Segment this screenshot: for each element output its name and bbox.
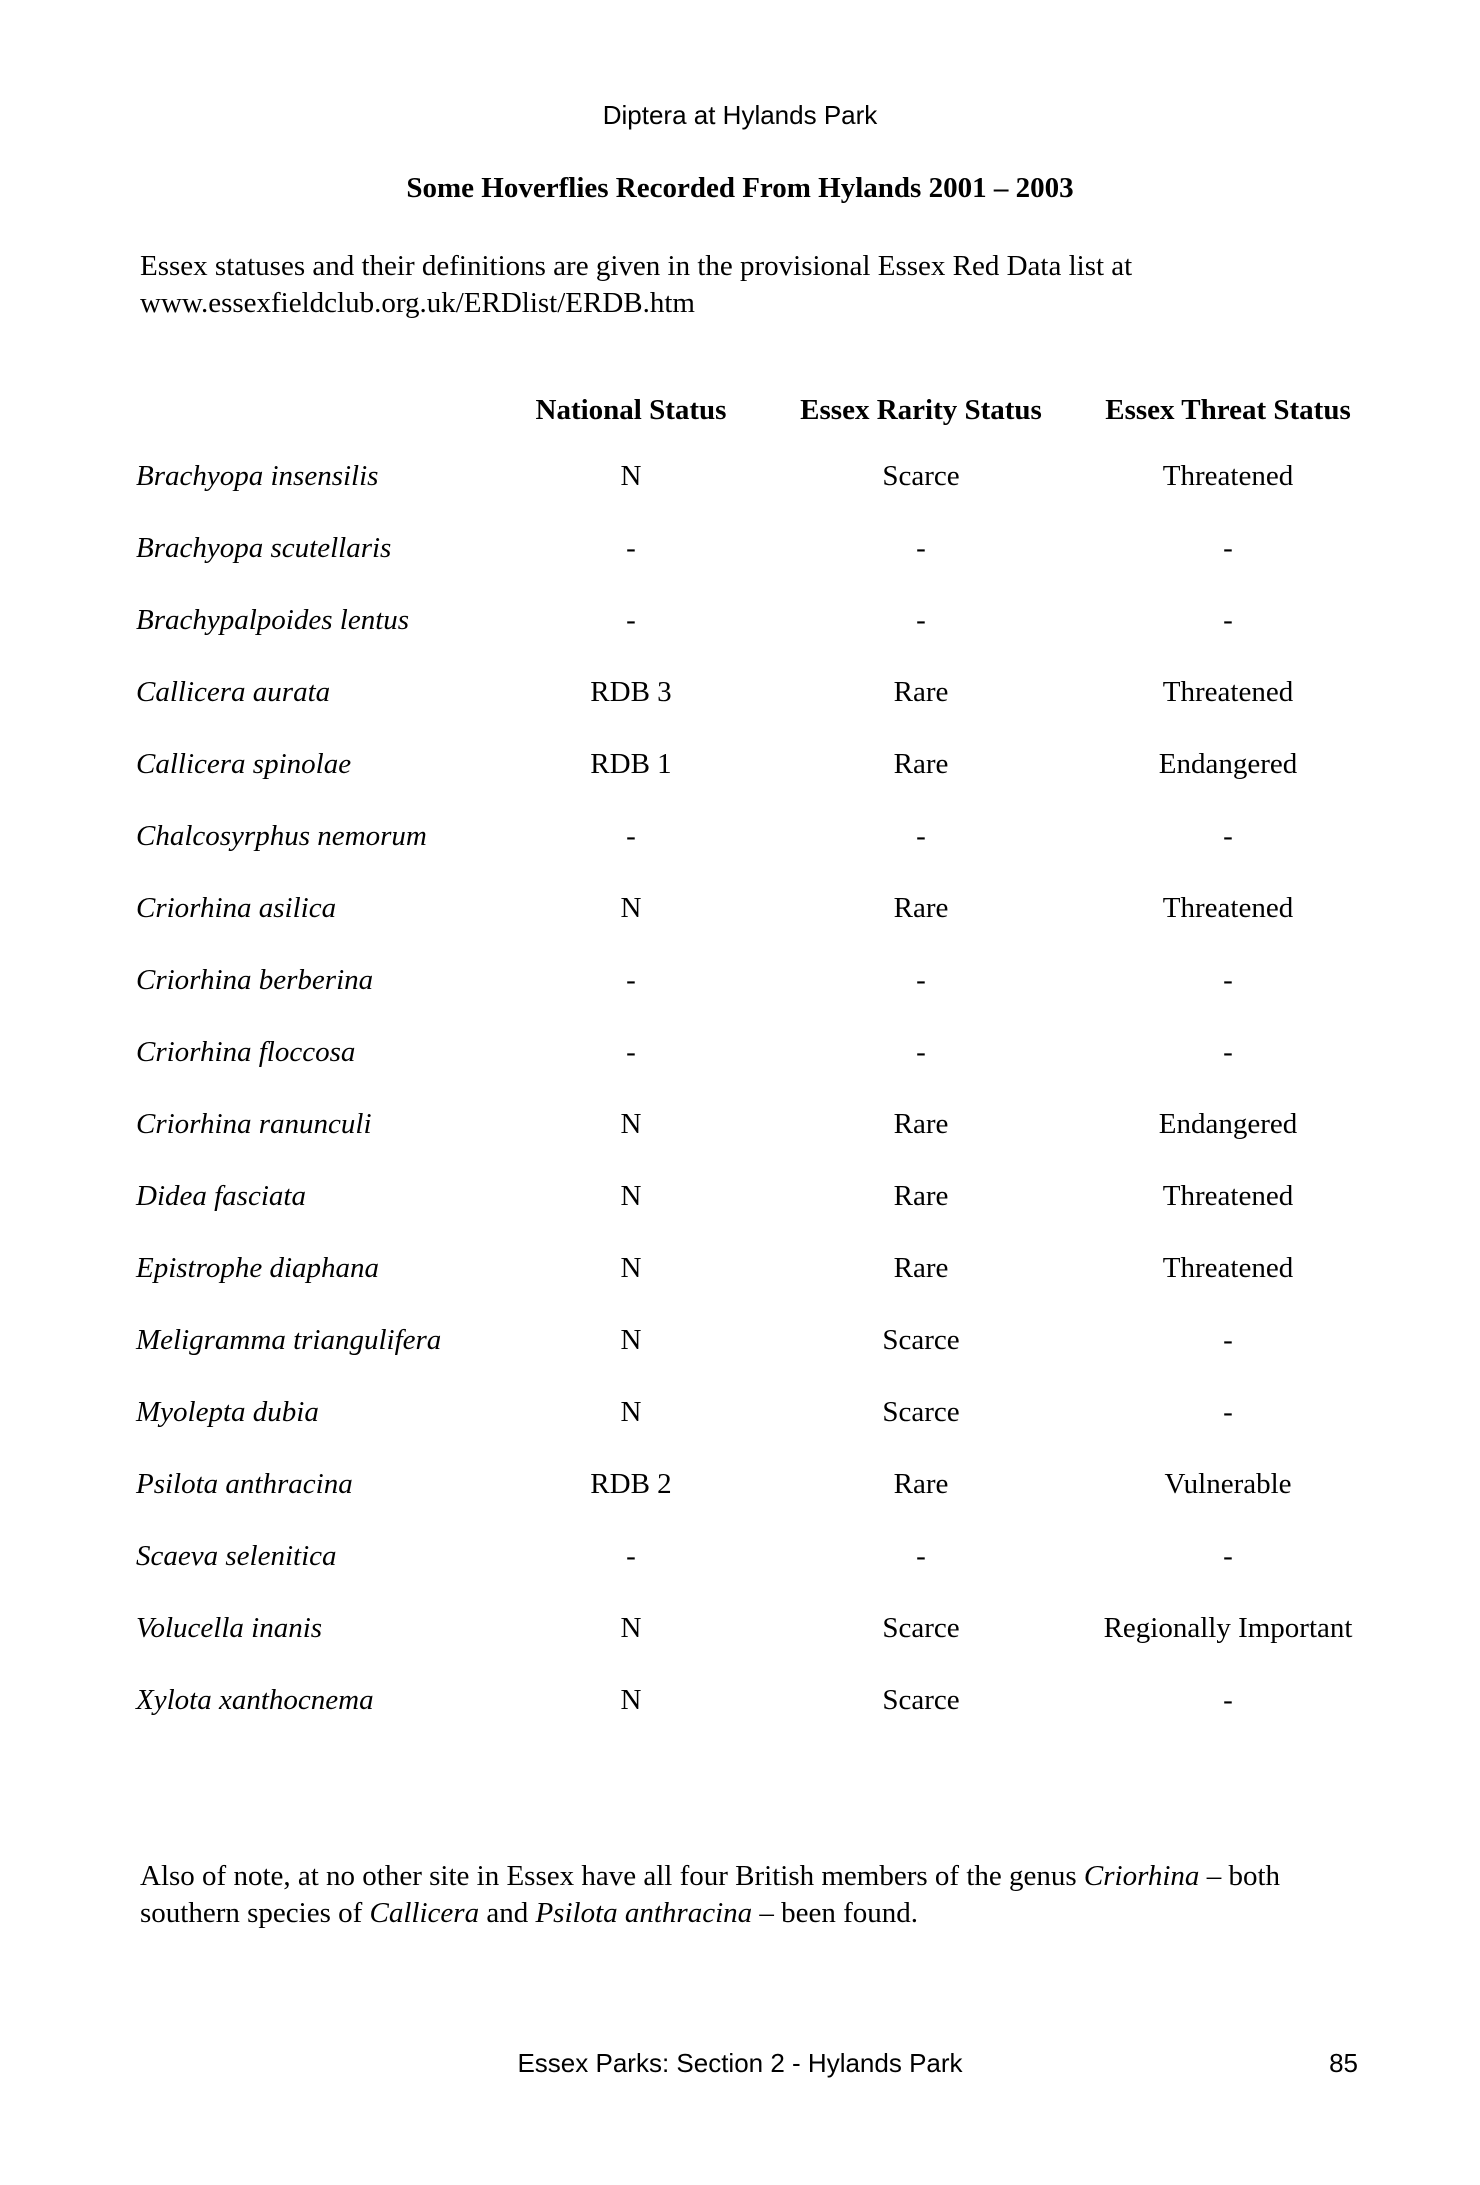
essex-threat-status-cell: Threatened [1162, 1251, 1294, 1284]
essex-threat-status-cell: Threatened [1162, 891, 1294, 924]
note-paragraph [140, 1858, 1380, 1932]
table-row [136, 440, 1380, 512]
national-status-cell: N [620, 1179, 642, 1212]
species-name-cell: Epistrophe diaphana [136, 1251, 380, 1284]
essex-rarity-status-cell: - [916, 603, 926, 636]
species-name-cell: Brachyopa scutellaris [136, 531, 392, 564]
species-name-cell: Xylota xanthocnema [136, 1683, 374, 1716]
essex-rarity-status-cell: - [916, 531, 926, 564]
table-row [136, 872, 1380, 944]
column-header-national-status: National Status [535, 393, 727, 426]
essex-rarity-status-cell: Rare [893, 675, 949, 708]
essex-threat-status-cell: Regionally Important [1103, 1611, 1353, 1644]
national-status-cell: - [626, 1539, 636, 1572]
national-status-cell: - [626, 603, 636, 636]
table-row [136, 728, 1380, 800]
essex-threat-status-cell: Threatened [1162, 1179, 1294, 1212]
national-status-cell: - [626, 819, 636, 852]
species-name-cell: Criorhina berberina [136, 963, 374, 996]
essex-rarity-status-cell: Scarce [882, 1611, 960, 1644]
national-status-cell: RDB 2 [590, 1467, 672, 1500]
species-name-cell: Myolepta dubia [136, 1395, 319, 1428]
essex-rarity-status-cell: - [916, 963, 926, 996]
essex-rarity-status-cell: Scarce [882, 1323, 960, 1356]
national-status-cell: N [620, 1323, 642, 1356]
species-name-cell: Didea fasciata [136, 1179, 306, 1212]
essex-threat-status-cell: - [1223, 531, 1233, 564]
national-status-cell: RDB 3 [590, 675, 672, 708]
national-status-cell: N [620, 1683, 642, 1716]
note-text: and [479, 1897, 536, 1929]
table-row [136, 1160, 1380, 1232]
table-row [136, 1232, 1380, 1304]
note-line-1 [140, 1858, 1380, 1895]
running-header: Diptera at Hylands Park [602, 100, 878, 130]
table-row [136, 656, 1380, 728]
essex-threat-status-cell: Threatened [1162, 675, 1294, 708]
intro-line-1: Essex statuses and their definitions are given in the provisional Essex Red Data list at [140, 250, 1133, 282]
table-row [136, 584, 1380, 656]
species-name-cell: Criorhina floccosa [136, 1035, 356, 1068]
species-name-cell: Volucella inanis [136, 1611, 323, 1644]
note-line-2 [140, 1895, 1380, 1932]
essex-threat-status-cell: - [1223, 819, 1233, 852]
essex-threat-status-cell: - [1223, 603, 1233, 636]
species-name-cell: Criorhina asilica [136, 891, 337, 924]
essex-threat-status-cell: - [1223, 1323, 1233, 1356]
essex-rarity-status-cell: Rare [893, 1179, 949, 1212]
intro-url: www.essexfieldclub.org.uk/ERDlist/ERDB.htm [140, 287, 695, 319]
species-name-cell: Brachypalpoides lentus [136, 603, 410, 636]
essex-rarity-status-cell: Rare [893, 1467, 949, 1500]
table-row [136, 1016, 1380, 1088]
table-row [136, 800, 1380, 872]
national-status-cell: - [626, 1035, 636, 1068]
essex-threat-status-cell: Endangered [1158, 1107, 1298, 1140]
table-row [136, 1088, 1380, 1160]
essex-threat-status-cell: Endangered [1158, 747, 1298, 780]
species-name: Psilota anthracina [535, 1897, 753, 1929]
species-name-cell: Callicera aurata [136, 675, 331, 708]
column-header-essex-rarity-status: Essex Rarity Status [800, 393, 1042, 426]
table-row [136, 944, 1380, 1016]
note-text: – both [1199, 1860, 1280, 1892]
species-name-cell: Callicera spinolae [136, 747, 352, 780]
national-status-cell: N [620, 1395, 642, 1428]
running-footer: Essex Parks: Section 2 - Hylands Park [517, 2048, 963, 2078]
species-name-cell: Meligramma triangulifera [136, 1323, 442, 1356]
note-text: southern species of [140, 1897, 370, 1929]
essex-rarity-status-cell: Scarce [882, 459, 960, 492]
essex-rarity-status-cell: Scarce [882, 1395, 960, 1428]
national-status-cell: N [620, 1611, 642, 1644]
species-name-cell: Brachyopa insensilis [136, 459, 379, 492]
species-name-cell: Chalcosyrphus nemorum [136, 819, 427, 852]
page-number: 85 [1329, 2048, 1358, 2078]
essex-rarity-status-cell: Rare [893, 1251, 949, 1284]
essex-rarity-status-cell: - [916, 1035, 926, 1068]
essex-threat-status-cell: Vulnerable [1164, 1467, 1292, 1500]
page-title: Some Hoverflies Recorded From Hylands 2001 – 2003 [406, 172, 1074, 204]
intro-paragraph [140, 248, 1380, 322]
table-header-row [136, 380, 1380, 440]
national-status-cell: N [620, 891, 642, 924]
table-row [136, 512, 1380, 584]
essex-rarity-status-cell: Rare [893, 1107, 949, 1140]
national-status-cell: N [620, 1251, 642, 1284]
national-status-cell: N [620, 1107, 642, 1140]
table-row [136, 1592, 1380, 1664]
table-row [136, 1304, 1380, 1376]
essex-threat-status-cell: Threatened [1162, 459, 1294, 492]
table-row [136, 1376, 1380, 1448]
essex-threat-status-cell: - [1223, 1539, 1233, 1572]
species-name-cell: Criorhina ranunculi [136, 1107, 372, 1140]
species-name-cell: Psilota anthracina [136, 1467, 353, 1500]
table-row [136, 1664, 1380, 1736]
national-status-cell: - [626, 531, 636, 564]
essex-rarity-status-cell: - [916, 1539, 926, 1572]
note-text: Also of note, at no other site in Essex have all four British members of the genus [140, 1860, 1084, 1892]
essex-rarity-status-cell: Scarce [882, 1683, 960, 1716]
national-status-cell: - [626, 963, 636, 996]
table-body [136, 440, 1380, 1736]
genus-name: Callicera [369, 1897, 480, 1929]
table-row [136, 1520, 1380, 1592]
essex-threat-status-cell: - [1223, 963, 1233, 996]
note-text: – been found. [752, 1897, 919, 1929]
national-status-cell: RDB 1 [590, 747, 672, 780]
essex-rarity-status-cell: - [916, 819, 926, 852]
national-status-cell: N [620, 459, 642, 492]
hoverfly-status-table [136, 380, 1380, 1736]
table-row [136, 1448, 1380, 1520]
column-header-essex-threat-status: Essex Threat Status [1105, 393, 1351, 426]
essex-threat-status-cell: - [1223, 1683, 1233, 1716]
essex-threat-status-cell: - [1223, 1395, 1233, 1428]
essex-threat-status-cell: - [1223, 1035, 1233, 1068]
essex-rarity-status-cell: Rare [893, 747, 949, 780]
genus-name: Criorhina [1083, 1860, 1200, 1892]
essex-rarity-status-cell: Rare [893, 891, 949, 924]
species-name-cell: Scaeva selenitica [136, 1539, 337, 1572]
